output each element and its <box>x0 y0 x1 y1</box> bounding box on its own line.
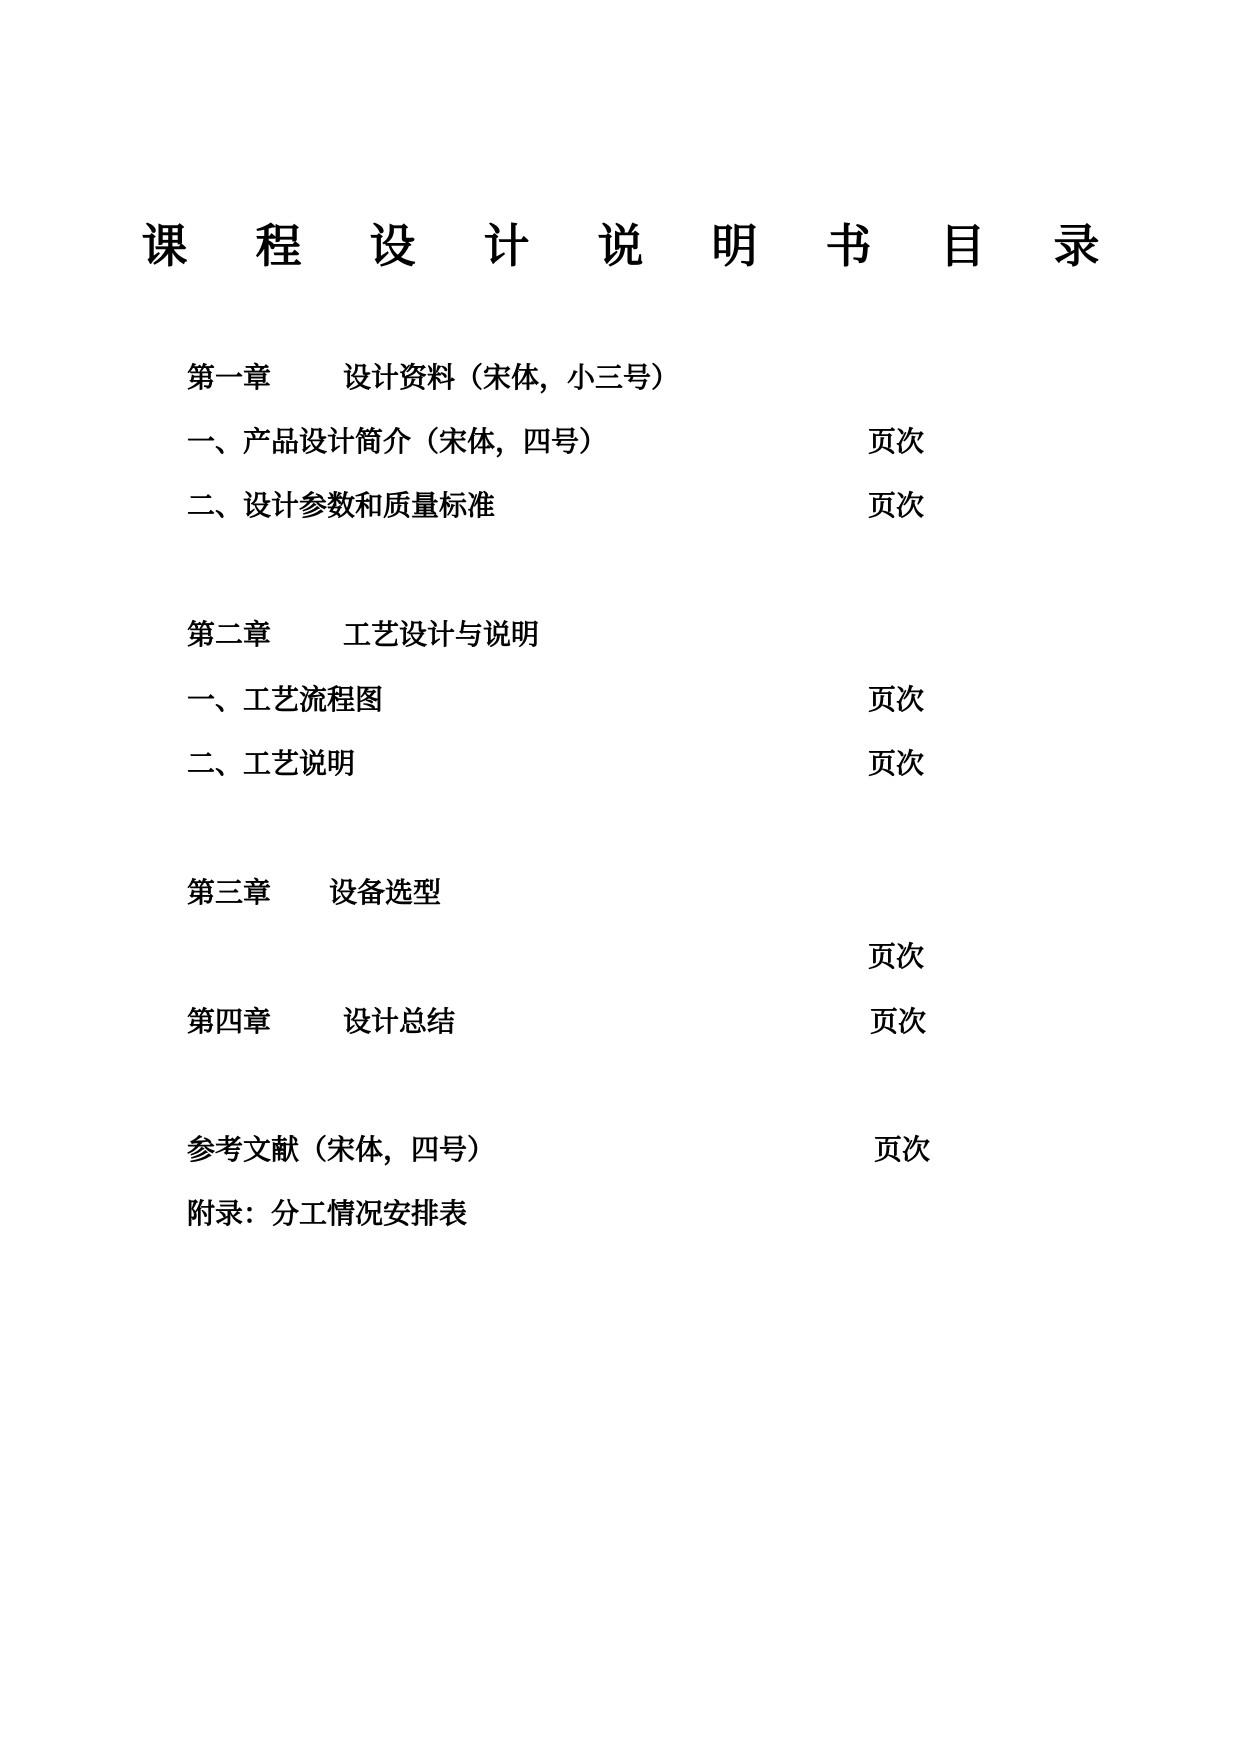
chapter-3-label: 第三章 <box>187 876 272 909</box>
chapter-1-name: 设计资料（宋体，小三号） <box>343 361 680 394</box>
toc-entry-appendix: 附录：分工情况安排表 <box>187 1197 468 1230</box>
chapter-2-label: 第二章 <box>187 618 272 651</box>
chapter-2-name: 工艺设计与说明 <box>343 618 540 651</box>
chapter-1-label: 第一章 <box>187 361 272 394</box>
toc-entry-process-desc: 二、工艺说明 <box>187 747 356 780</box>
chapter-4-name: 设计总结 <box>343 1005 456 1038</box>
page-number-chapter-4: 页次 <box>870 1005 927 1038</box>
page-title: 课 程 设 计 说 明 书 目 录 <box>141 219 1126 273</box>
toc-entry-design-params: 二、设计参数和质量标准 <box>187 489 496 522</box>
toc-entry-product-intro: 一、产品设计简介（宋体，四号） <box>187 425 608 458</box>
page-number-design-params: 页次 <box>868 489 925 522</box>
page-number-process-desc: 页次 <box>868 747 925 780</box>
chapter-3-name: 设备选型 <box>329 876 442 909</box>
page-number-process-flow: 页次 <box>868 683 925 716</box>
page-number-chapter-3: 页次 <box>868 940 925 973</box>
page-number-product-intro: 页次 <box>868 425 925 458</box>
chapter-4-label: 第四章 <box>187 1005 272 1038</box>
toc-entry-references: 参考文献（宋体，四号） <box>187 1133 496 1166</box>
page-number-references: 页次 <box>874 1133 931 1166</box>
toc-entry-process-flow: 一、工艺流程图 <box>187 683 384 716</box>
